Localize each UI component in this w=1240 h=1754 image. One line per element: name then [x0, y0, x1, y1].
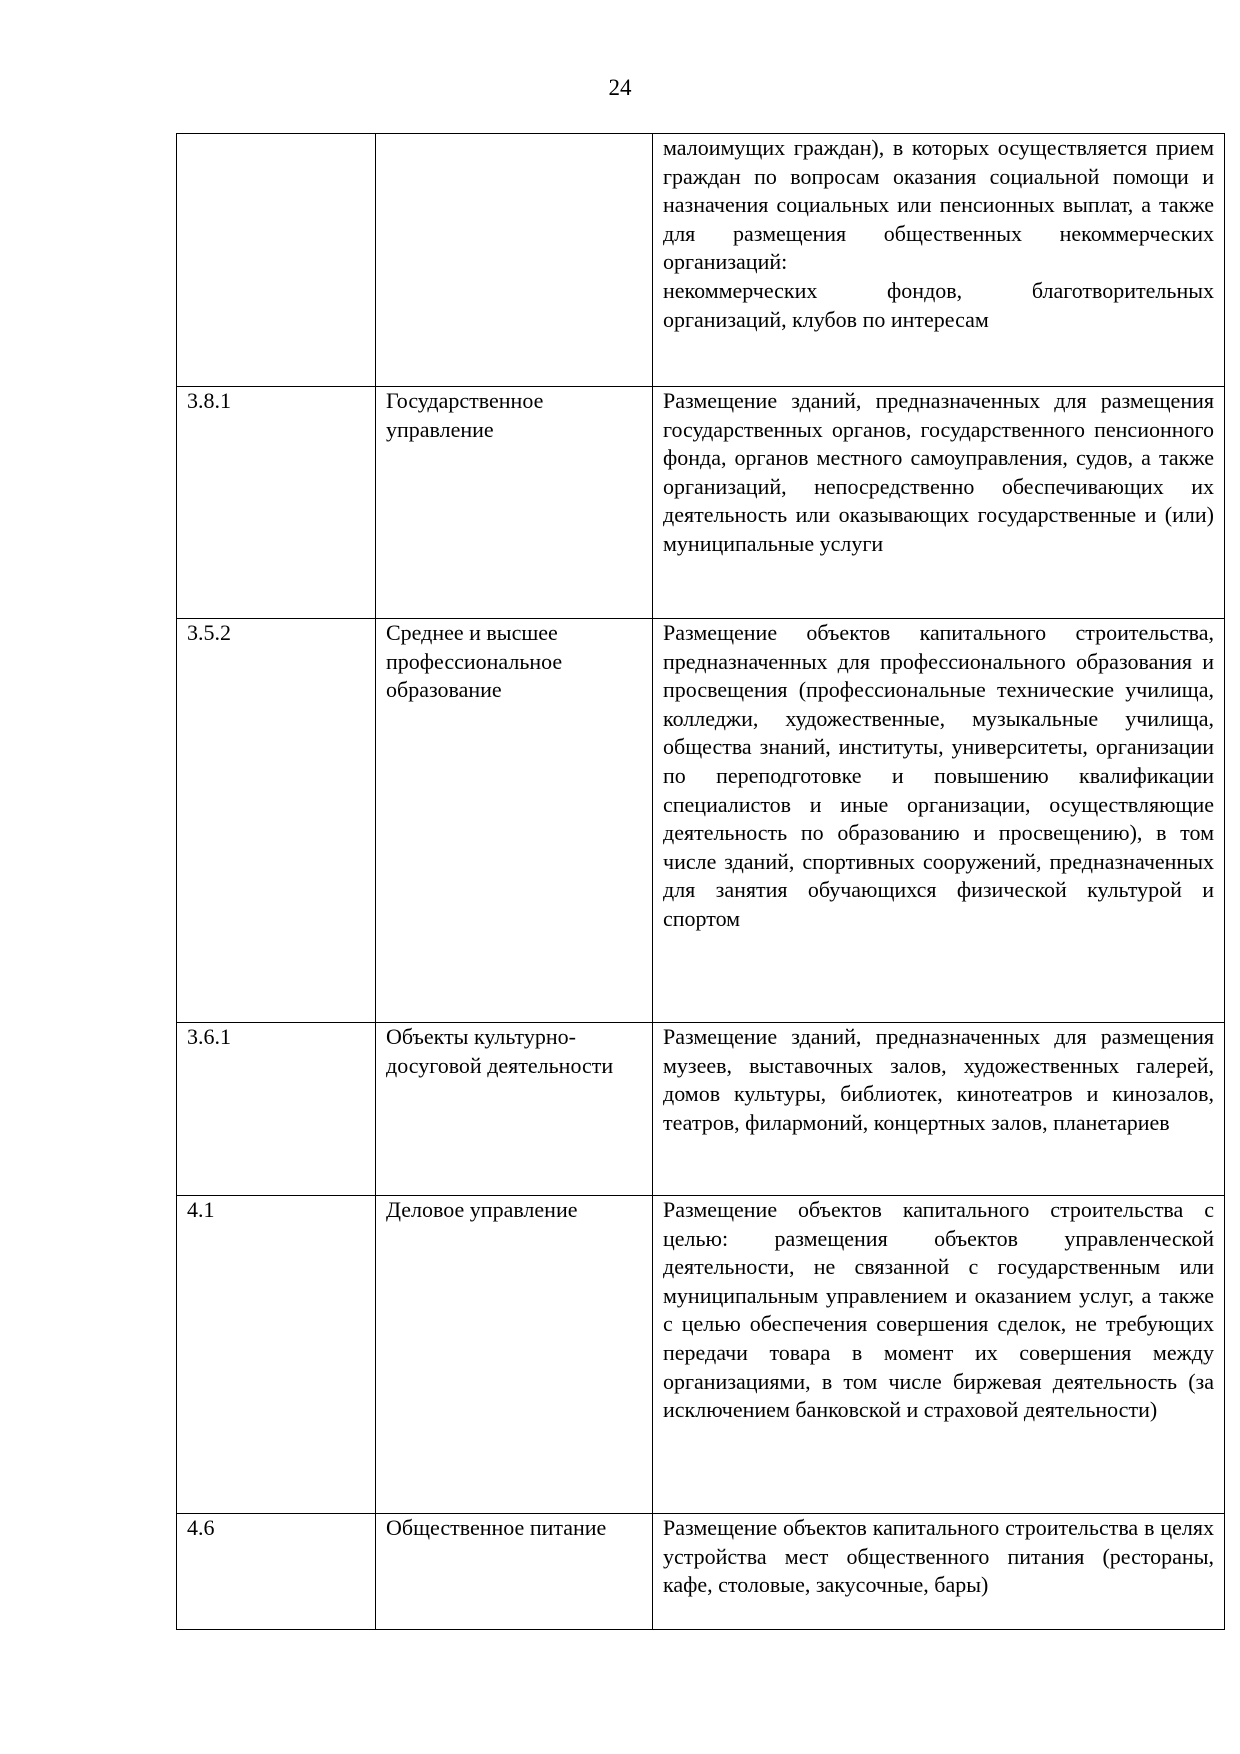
description-paragraph: некоммерческих фондов, благотворительных организаций, клубов по интересам [663, 277, 1214, 332]
table-row [177, 619, 1225, 1023]
description-cell [653, 1023, 1225, 1196]
description-paragraph: Размещение объектов капитального строительства в целях устройства мест общественного питания (рестораны, кафе, столовые, закусочные, бары) [663, 1515, 1214, 1598]
description-paragraph: Размещение зданий, предназначенных для размещения государственных органов, государственного пенсионного фонда, органов местного самоуправления, судов, а также организаций, непосредственно обеспечивающих их деятельность или оказывающих государственные и (или) муниципальные услуги [663, 388, 1214, 556]
description-cell [653, 134, 1225, 387]
page-number: 24 [608, 75, 632, 100]
code-cell [177, 134, 376, 387]
land-use-table [176, 133, 1225, 1630]
table-row [177, 1023, 1225, 1196]
table-row [177, 387, 1225, 619]
name-cell: Государственное управление [376, 387, 653, 619]
description-paragraph: Размещение объектов капитального строительства, предназначенных для профессионального образования и просвещения (профессиональные технические училища, колледжи, художественные, музыкальные училища, общества знаний, институты, университеты, организации по переподготовке и повышению квалификации специалистов и иные организации, осуществляющие деятельность по образованию и просвещению), в том числе зданий, спортивных сооружений, предназначенных для занятия обучающихся физической культурой и спортом [663, 620, 1214, 931]
table-row [177, 1514, 1225, 1630]
name-cell: Объекты культурно-досуговой деятельности [376, 1023, 653, 1196]
description-cell [653, 1514, 1225, 1630]
code-cell: 4.1 [177, 1196, 376, 1514]
code-cell: 3.5.2 [177, 619, 376, 1023]
description-cell [653, 387, 1225, 619]
code-cell: 4.6 [177, 1514, 376, 1630]
table-row [177, 134, 1225, 387]
description-paragraph: малоимущих граждан), в которых осуществляется прием граждан по вопросам оказания социальной помощи и назначения социальных или пенсионных выплат, а также для размещения общественных некоммерческих организаций: [663, 135, 1214, 275]
name-cell: Среднее и высшее профессиональное образование [376, 619, 653, 1023]
code-cell: 3.6.1 [177, 1023, 376, 1196]
name-cell: Деловое управление [376, 1196, 653, 1514]
table-row [177, 1196, 1225, 1514]
name-cell: Общественное питание [376, 1514, 653, 1630]
description-cell [653, 1196, 1225, 1514]
name-cell [376, 134, 653, 387]
description-paragraph: Размещение зданий, предназначенных для размещения музеев, выставочных залов, художественных галерей, домов культуры, библиотек, кинотеатров и кинозалов, театров, филармоний, концертных залов, планетариев [663, 1024, 1214, 1135]
description-paragraph: Размещение объектов капитального строительства с целью: размещения объектов управленческой деятельности, не связанной с государственным или муниципальным управлением и оказанием услуг, а также с целью обеспечения совершения сделок, не требующих передачи товара в момент их совершения между организациями, в том числе биржевая деятельность (за исключением банковской и страховой деятельности) [663, 1197, 1214, 1423]
code-cell: 3.8.1 [177, 387, 376, 619]
description-cell [653, 619, 1225, 1023]
